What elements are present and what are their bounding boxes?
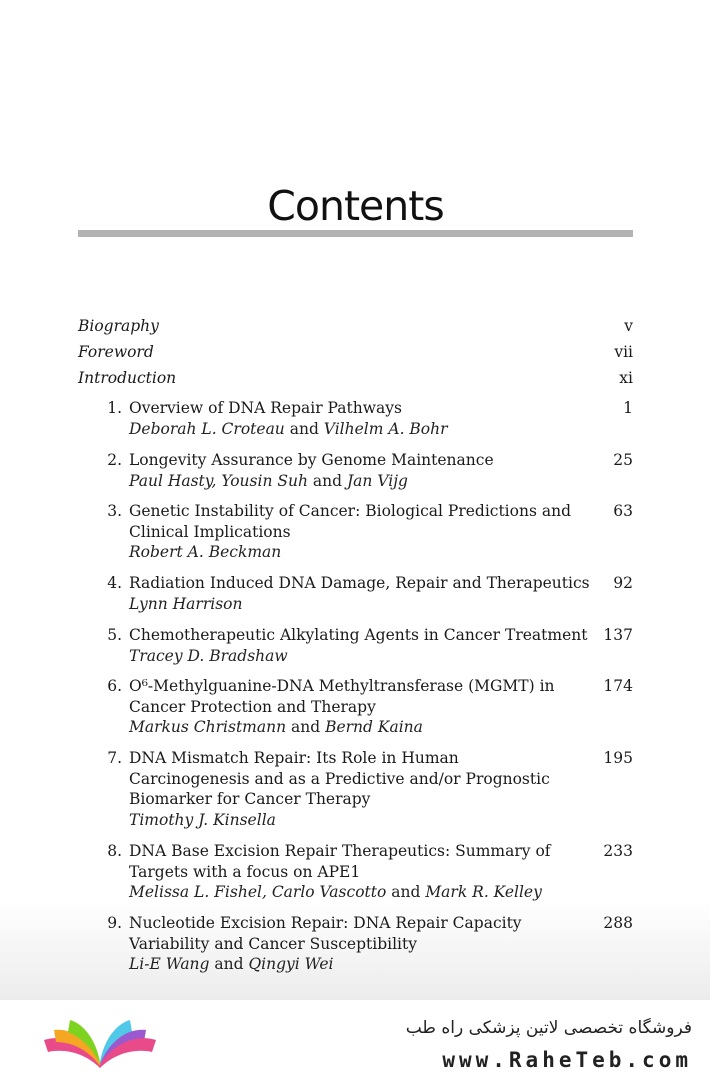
watermark-footer: [0, 1000, 710, 1080]
chapter-page: 1: [623, 399, 633, 417]
chapter-number: 5.: [107, 626, 122, 644]
chapter-title-line: Overview of DNA Repair Pathways: [129, 399, 402, 417]
chapter-number: 1.: [107, 399, 122, 417]
chapter-number: 2.: [107, 451, 122, 469]
chapter-page: 25: [613, 451, 633, 469]
front-matter-page: vii: [614, 343, 633, 361]
chapter-title-line: Radiation Induced DNA Damage, Repair and Therapeutics: [129, 574, 590, 592]
website-link[interactable]: www.RaheTeb.com: [442, 1048, 692, 1072]
chapter-number: 4.: [107, 574, 122, 592]
front-matter-label: Foreword: [78, 343, 154, 361]
chapter-authors: Paul Hasty, Yousin Suh and Jan Vijg: [129, 471, 408, 490]
chapter-title-line: Clinical Implications: [129, 522, 291, 541]
chapter-authors: Robert A. Beckman: [129, 543, 282, 561]
chapter-authors: Li-E Wang and Qingyi Wei: [129, 955, 334, 973]
chapter-authors: Deborah L. Croteau and Vilhelm A. Bohr: [129, 419, 448, 438]
chapter-page: 174: [603, 677, 633, 695]
chapter-title-line: Longevity Assurance by Genome Maintenance: [129, 451, 494, 469]
title-underline: [78, 230, 633, 237]
chapter-authors: Melissa L. Fishel, Carlo Vascotto and Mark R. Kelley: [129, 883, 542, 901]
front-matter-label: Introduction: [78, 369, 177, 387]
chapter-number: 6.: [107, 677, 122, 695]
chapter-page: 137: [603, 626, 633, 644]
chapter-number: 9.: [107, 914, 122, 932]
chapter-title-line: Chemotherapeutic Alkylating Agents in Cancer Treatment: [129, 626, 588, 644]
chapter-page: 63: [613, 502, 633, 520]
chapter-title-line: Cancer Protection and Therapy: [129, 697, 376, 716]
store-name-persian: فروشگاه تخصصی لاتین پزشکی راه طب: [405, 1018, 692, 1038]
chapter-title-line: Nucleotide Excision Repair: DNA Repair Capacity: [129, 914, 522, 932]
chapter-title-line: DNA Base Excision Repair Therapeutics: Summary of: [129, 842, 551, 860]
book-logo-icon: [40, 1012, 160, 1074]
chapter-number: 7.: [107, 749, 122, 767]
front-matter-introduction: [78, 368, 633, 388]
front-matter-page: v: [624, 317, 633, 335]
chapter-title-line: Variability and Cancer Susceptibility: [129, 934, 417, 953]
chapter-number: 3.: [107, 502, 122, 520]
front-matter-biography: [78, 316, 633, 336]
chapter-page: 233: [603, 842, 633, 860]
chapter-number: 8.: [107, 842, 122, 860]
chapter-title-line: DNA Mismatch Repair: Its Role in Human: [129, 749, 459, 767]
front-matter-label: Biography: [78, 317, 159, 335]
chapter-authors: Markus Christmann and Bernd Kaina: [129, 718, 423, 736]
chapter-page: 288: [603, 914, 633, 932]
chapter-title-line: Genetic Instability of Cancer: Biological Predictions and: [129, 502, 571, 520]
chapter-authors: Lynn Harrison: [129, 594, 243, 613]
front-matter-page: xi: [619, 369, 633, 387]
front-matter-foreword: [78, 342, 633, 362]
page-title: Contents: [267, 182, 444, 230]
chapter-authors: Tracey D. Bradshaw: [129, 646, 288, 665]
chapter-title-line: O⁶-Methylguanine-DNA Methyltransferase (MGMT) in: [129, 677, 555, 695]
chapter-authors: Timothy J. Kinsella: [129, 810, 276, 829]
chapter-title-line: Carcinogenesis and as a Predictive and/or Prognostic: [129, 769, 550, 788]
chapter-title-line: Targets with a focus on APE1: [129, 862, 361, 881]
chapter-page: 92: [613, 574, 633, 592]
chapter-page: 195: [603, 749, 633, 767]
chapter-title-line: Biomarker for Cancer Therapy: [129, 790, 371, 808]
